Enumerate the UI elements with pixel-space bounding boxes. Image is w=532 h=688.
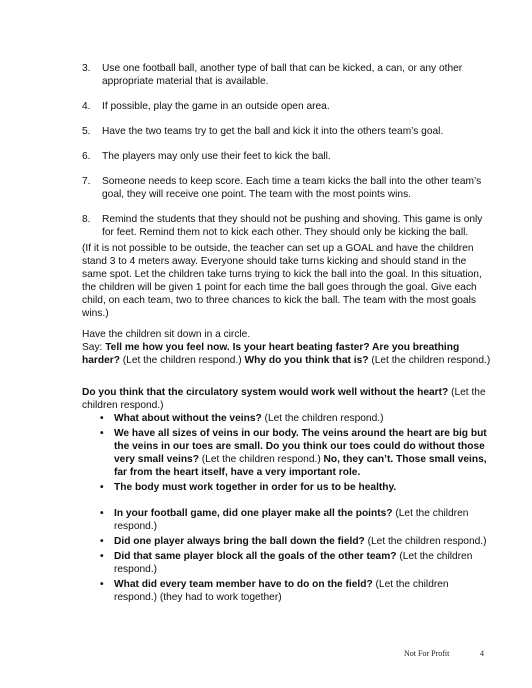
step-text: The players may only use their feet to kick the ball. <box>102 151 331 162</box>
question-text: Did that same player block all the goals of the other team? <box>114 551 397 562</box>
step-number: 7. <box>82 176 91 187</box>
question-text: Why do you think that is? <box>244 355 369 366</box>
instruction-line: Have the children sit down in a circle. <box>82 329 251 340</box>
step-number: 6. <box>82 151 91 162</box>
list-item <box>82 150 492 163</box>
list-item <box>82 213 492 239</box>
response-note: (Let the children respond.) (they had to work together) <box>114 579 449 603</box>
footer-text: Not For Profit <box>404 649 450 658</box>
list-item <box>96 578 494 604</box>
response-note: (Let the children respond.) <box>364 536 487 547</box>
step-text: Someone needs to keep score. Each time a team kicks the ball into the other team’s goal, they will receive one point. The team with the most points wins. <box>102 176 482 200</box>
question-text: Tell me how you feel now. Is your heart beating faster? Are you breathing harder? <box>82 342 460 366</box>
question-text: What about without the veins? <box>114 413 262 424</box>
list-item <box>82 125 492 138</box>
question-text: The body must work together in order for us to be healthy. <box>114 482 397 493</box>
list-item <box>96 481 494 494</box>
step-text: Have the two teams try to get the ball and kick it into the others team’s goal. <box>102 126 444 137</box>
response-note: (Let the children respond.) <box>114 508 469 532</box>
step-number: 3. <box>82 63 91 74</box>
response-note: (Let the children respond.) <box>261 413 384 424</box>
list-item <box>96 535 494 548</box>
bullet-icon: • <box>100 482 104 493</box>
step-text: If possible, play the game in an outside open area. <box>102 101 330 112</box>
bullet-icon: • <box>100 579 104 590</box>
list-item <box>82 175 492 201</box>
list-item <box>96 412 494 425</box>
question-text: We have all sizes of veins in our body. The veins around the heart are big but the veins in our toes are small. Do you think our toes could do without those very small veins? <box>114 428 487 465</box>
page-footer <box>404 649 484 658</box>
response-note: (Let the children respond.) <box>119 355 245 366</box>
bullet-icon: • <box>100 413 104 424</box>
step-number: 8. <box>82 214 91 225</box>
bullet-icon: • <box>100 536 104 547</box>
page-number: 4 <box>480 649 484 658</box>
bullet-icon: • <box>100 428 104 439</box>
question-text: Did one player always bring the ball down the field? <box>114 536 365 547</box>
list-item <box>96 507 494 533</box>
list-item <box>82 100 492 113</box>
response-note: (Let the children respond.) <box>368 355 491 366</box>
bullet-icon: • <box>100 508 104 519</box>
response-note: (Let the children respond.) <box>114 551 473 575</box>
list-item <box>96 427 494 479</box>
heart-question-paragraph <box>82 386 494 412</box>
question-text: What did every team member have to do on the field? <box>114 579 373 590</box>
response-note: (Let the children respond.) <box>82 387 486 411</box>
step-text: Use one football ball, another type of ball that can be kicked, a can, or any other appropriate material that is available. <box>102 63 463 87</box>
step-number: 5. <box>82 126 91 137</box>
answer-text: No, they can’t. Those small veins, far from the heart itself, have a very important role. <box>114 454 487 478</box>
question-text: Do you think that the circulatory system would work well without the heart? <box>82 387 449 398</box>
step-text: Remind the students that they should not be pushing and shoving. This game is only for feet. Remind them not to kick each other. They should only be kicking the ball. <box>102 214 483 238</box>
circle-discussion-paragraph <box>82 328 494 367</box>
question-text: In your football game, did one player make all the points? <box>114 508 393 519</box>
list-item <box>96 550 494 576</box>
alternative-instructions-paragraph: (If it is not possible to be outside, the teacher can set up a GOAL and have the children stand 3 to 4 meters away. Everyone should take turns kicking and should stand in the same spot. Let the children take turns trying to kick the ball into the goal. In this situation, the children will be given 1 point for each time the ball goes through the goal. Give each child, on each team, two to three chances to kick the ball. The team with the most goals wins.) <box>82 243 482 319</box>
discussion-bullet-list <box>96 412 494 604</box>
step-number: 4. <box>82 101 91 112</box>
game-steps-list <box>82 62 492 251</box>
bullet-icon: • <box>100 551 104 562</box>
response-note: (Let the children respond.) <box>198 454 324 465</box>
list-item <box>82 62 492 88</box>
say-label: Say: <box>82 342 106 353</box>
